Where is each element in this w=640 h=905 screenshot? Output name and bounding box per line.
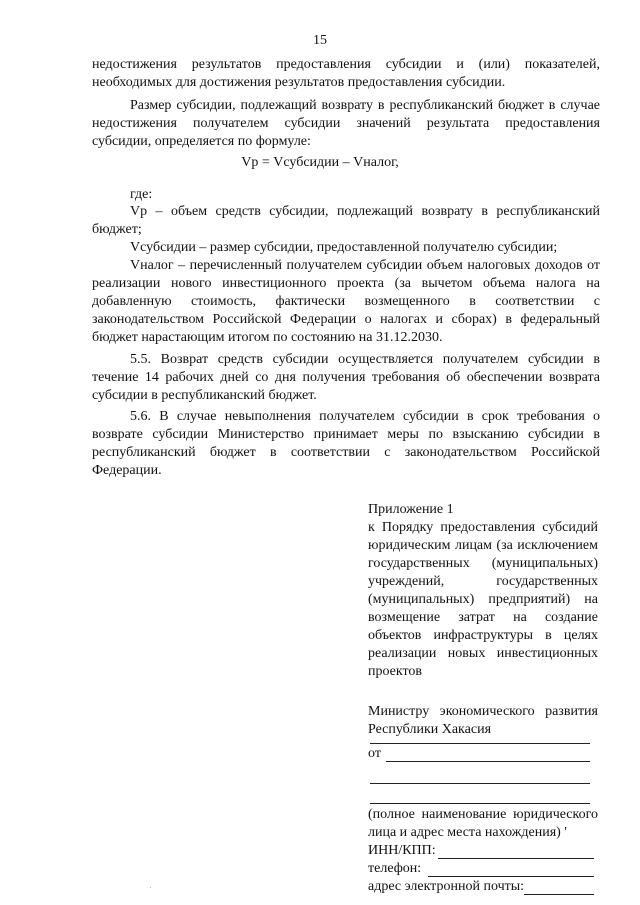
clause-5-5-line: субсидии в республиканский бюджет. <box>92 388 317 403</box>
appendix-line: государственных (муниципальных) <box>368 556 598 571</box>
email-label: адрес электронной почты: <box>368 879 525 894</box>
clause-5-6-line: 5.6. В случае невыполнения получателем субсидии в срок требования о <box>130 409 600 424</box>
blank-line <box>370 743 590 744</box>
definition-line: где: <box>130 187 153 202</box>
clause-5-5-line: 5.5. Возврат средств субсидии осуществляется получателем субсидии в <box>130 352 600 367</box>
body-line: недостижения получателем субсидии значений результата предоставления <box>92 116 600 131</box>
appendix-line: учреждений, государственных <box>368 574 598 589</box>
phone-blank-line <box>428 876 594 877</box>
from-blank-line <box>386 761 590 762</box>
body-line: недостижения результатов предоставления субсидии и (или) показателей, <box>92 57 600 72</box>
body-line: Размер субсидии, подлежащий возврату в республиканский бюджет в случае <box>130 98 600 113</box>
definition-line: бюджет; <box>92 222 142 237</box>
from-label: от <box>368 746 381 761</box>
blank-line <box>370 783 590 784</box>
page-number: 15 <box>313 33 327 48</box>
clause-5-5-line: течение 14 рабочих дней со дня получения требования об обеспечении возврата <box>92 370 600 385</box>
appendix-title: Приложение 1 <box>368 502 454 517</box>
appendix-line: (муниципальных) предприятий) на <box>368 592 598 607</box>
appendix-line: реализации новых инвестиционных <box>368 646 598 661</box>
definition-line: реализации нового инвестиционного проекта (за вычетом объема налога на <box>92 276 600 291</box>
email-blank-line <box>524 894 594 895</box>
addressee-line: Республики Хакасия <box>368 722 492 737</box>
body-line: субсидии, определяется по формуле: <box>92 134 311 149</box>
appendix-line: проектов <box>368 664 423 679</box>
inn-label: ИНН/КПП: <box>368 843 436 858</box>
definition-line: законодательством Российской Федерации о налогах и сборах) в федеральный <box>92 312 600 327</box>
blank-line <box>370 803 590 804</box>
appendix-line: объектов инфраструктуры в целях <box>368 628 598 643</box>
note-line: (полное наименование юридического <box>368 807 598 822</box>
inn-blank-line <box>438 858 594 859</box>
appendix-line: возмещение затрат на создание <box>368 610 598 625</box>
scan-speck <box>150 887 151 888</box>
definition-line: Vр – объем средств субсидии, подлежащий возврату в республиканский <box>130 204 600 219</box>
definition-line: Vсубсидии – размер субсидии, предоставленной получателю субсидии; <box>130 240 558 255</box>
definition-line: бюджет нарастающим итогом по состоянию на 31.12.2030. <box>92 330 443 345</box>
clause-5-6-line: Федерации. <box>92 463 162 478</box>
note-line: лица и адрес места нахождения) ' <box>368 825 567 840</box>
clause-5-6-line: республиканский бюджет в соответствии с законодательством Российской <box>92 445 600 460</box>
definition-line: добавленную стоимость, фактически возмещенного в соответствии с <box>92 294 600 309</box>
phone-label: телефон: <box>368 861 422 876</box>
clause-5-6-line: возврате субсидии Министерство принимает меры по взысканию субсидии в <box>92 427 600 442</box>
body-line: необходимых для достижения результатов предоставления субсидии. <box>92 75 506 90</box>
addressee-line: Министру экономического развития <box>368 704 598 719</box>
appendix-line: юридическим лицам (за исключением <box>368 538 598 553</box>
appendix-line: к Порядку предоставления субсидий <box>368 520 598 535</box>
formula: Vр = Vсубсидии – Vналог, <box>241 155 399 170</box>
definition-line: Vналог – перечисленный получателем субсидии объем налоговых доходов от <box>130 258 600 273</box>
